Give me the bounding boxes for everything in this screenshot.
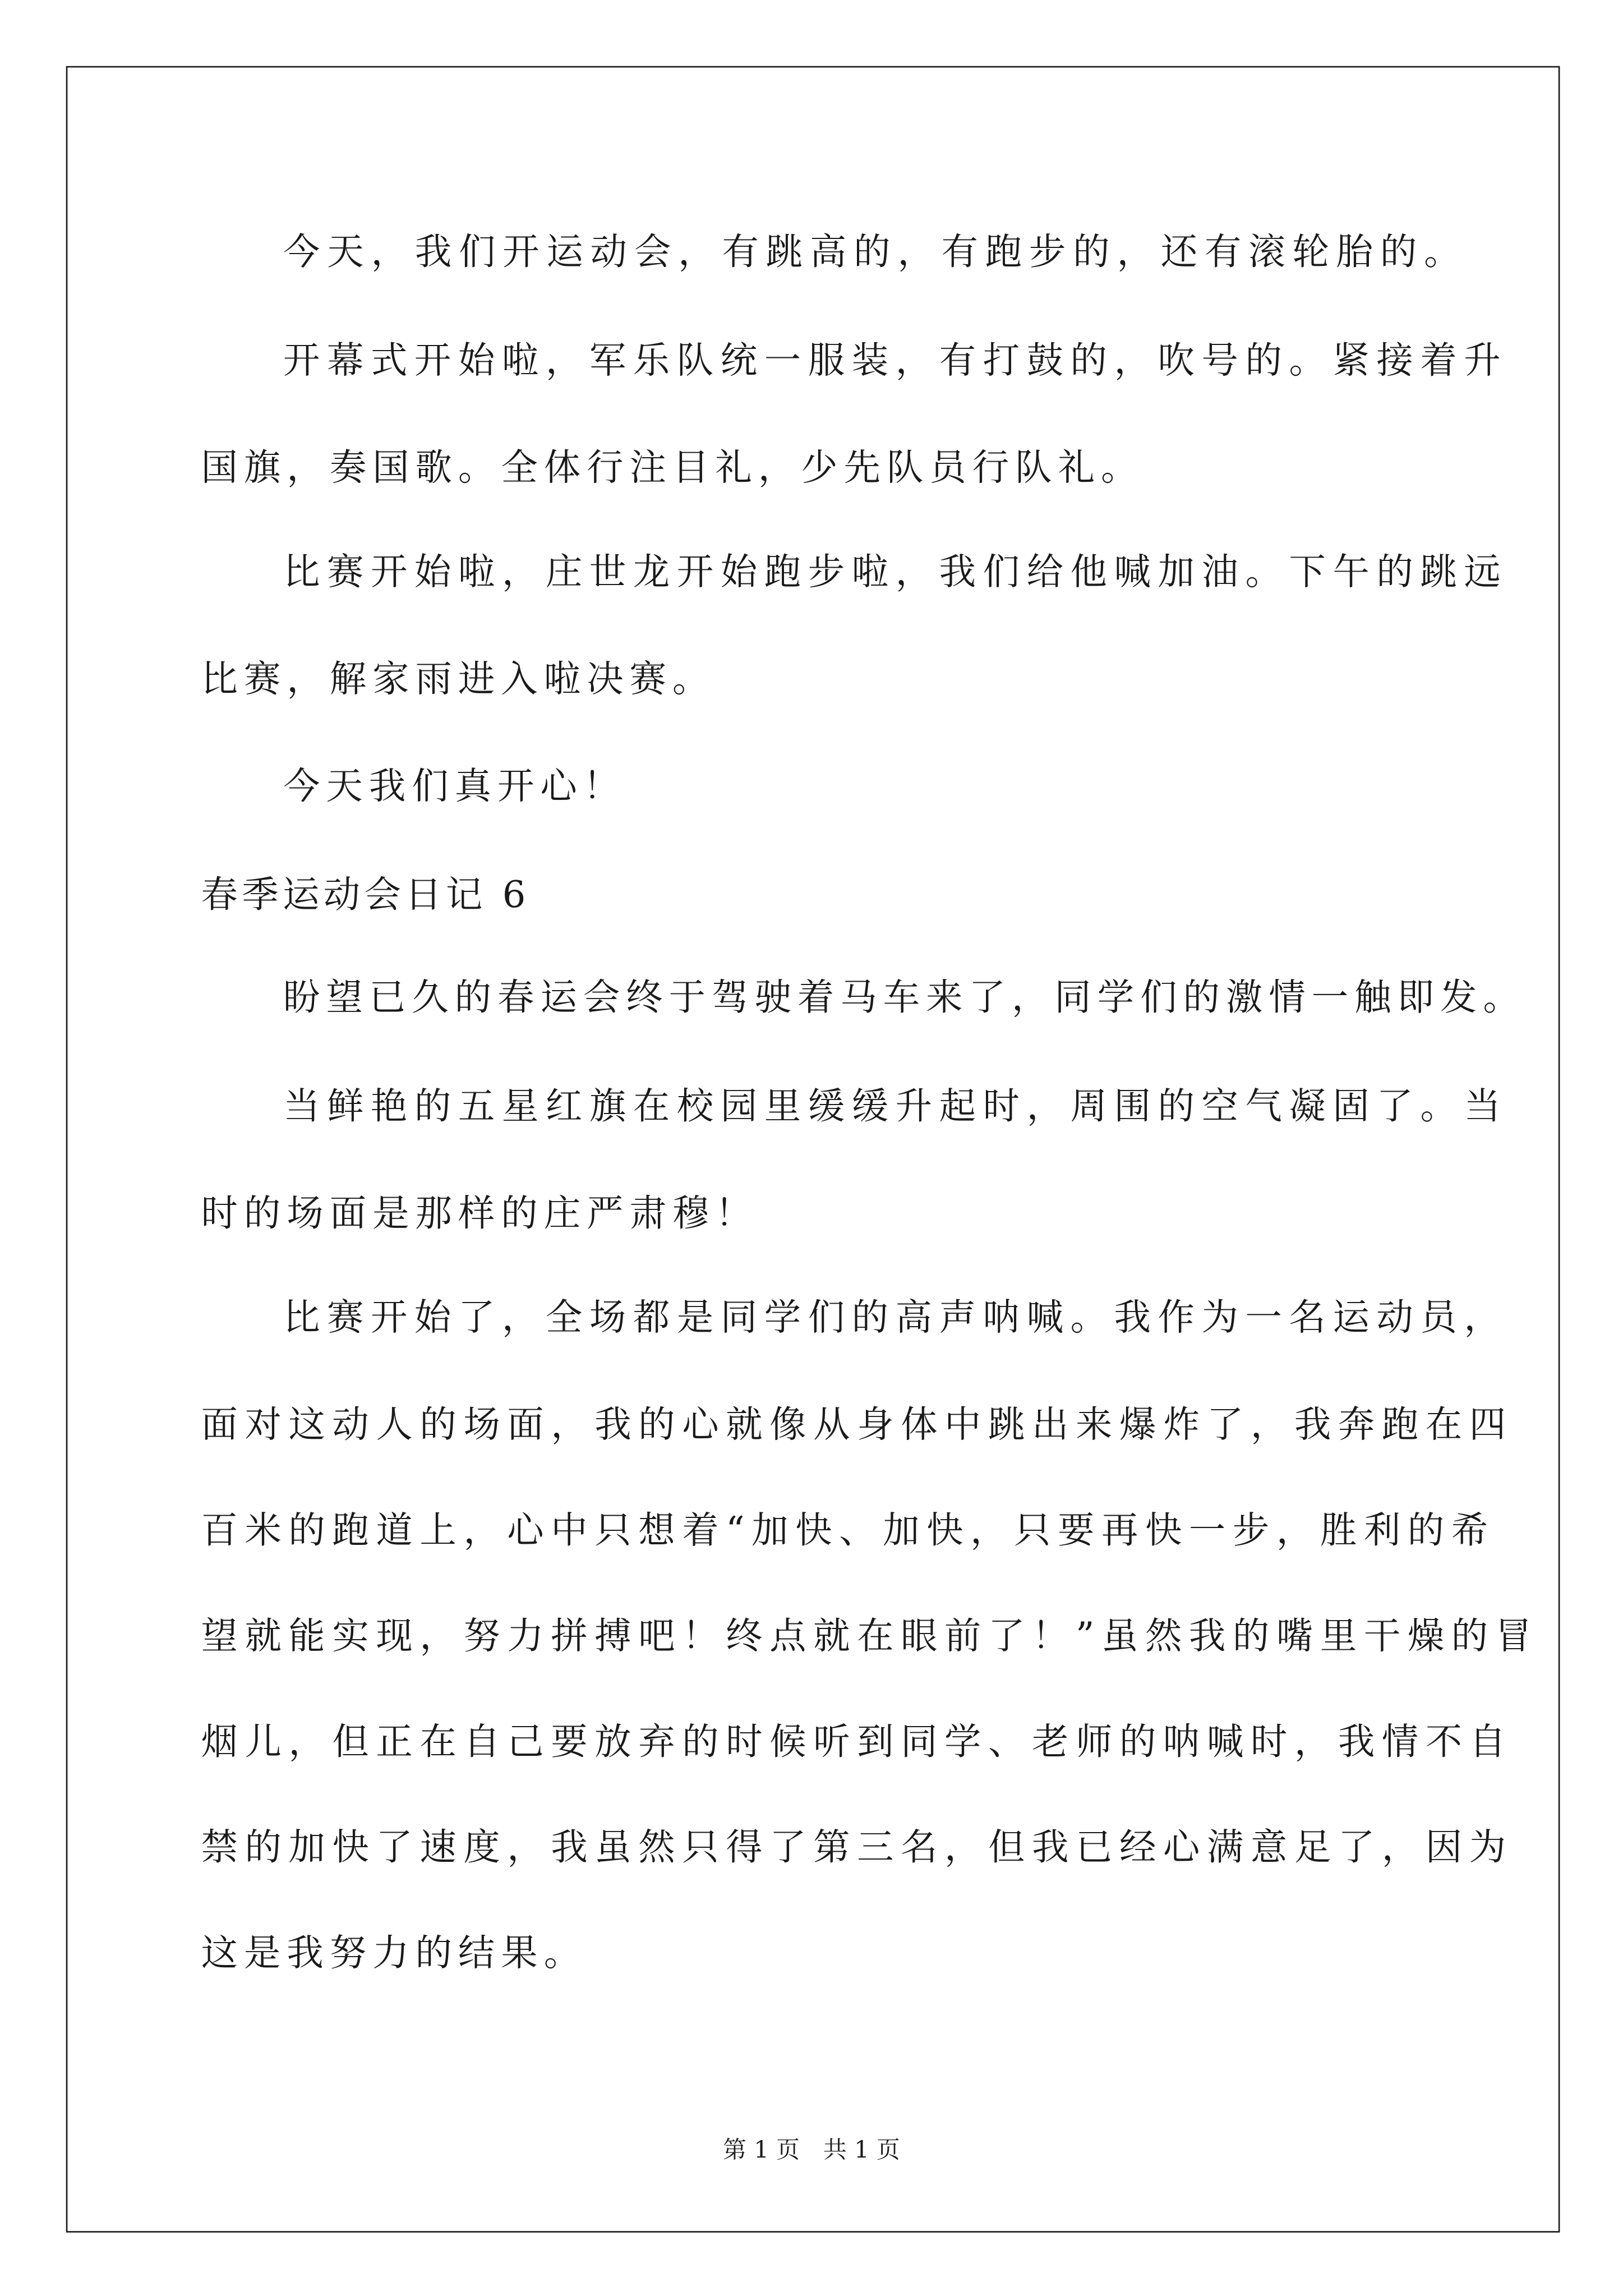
paragraph-line: 今天我们真开心！ <box>283 765 626 808</box>
paragraph-line: 比赛，解家雨进入啦决赛。 <box>201 657 716 701</box>
paragraph-line: 禁的加快了速度，我虽然只得了第三名，但我已经心满意足了，因为 <box>201 1826 1513 1869</box>
paragraph-line: 比赛开始啦，庄世龙开始跑步啦，我们给他喊加油。下午的跳远 <box>283 550 1508 593</box>
paragraph-line: 这是我努力的结果。 <box>201 1931 587 1975</box>
section-heading: 春季运动会日记 6 <box>201 873 530 916</box>
page-border <box>66 66 1560 2233</box>
paragraph-line: 比赛开始了，全场都是同学们的高声呐喊。我作为一名运动员， <box>283 1296 1508 1339</box>
paragraph-line: 盼望已久的春运会终于驾驶着马车来了，同学们的激情一触即发。 <box>283 976 1526 1019</box>
paragraph-line: 百米的跑道上，心中只想着“加快、加快，只要再快一步，胜利的希 <box>201 1508 1495 1552</box>
paragraph-line: 烟儿，但正在自己要放弃的时候听到同学、老师的呐喊时，我情不自 <box>201 1720 1513 1763</box>
paragraph-line: 今天，我们开运动会，有跳高的，有跑步的，还有滚轮胎的。 <box>283 230 1468 273</box>
paragraph-line: 国旗，奏国歌。全体行注目礼，少先队员行队礼。 <box>201 446 1144 489</box>
page-number-footer: 第 1 页 共 1 页 <box>723 2136 900 2164</box>
paragraph-line: 面对这动人的场面，我的心就像从身体中跳出来爆炸了，我奔跑在四 <box>201 1403 1513 1446</box>
paragraph-line: 时的场面是那样的庄严肃穆！ <box>201 1191 758 1235</box>
paragraph-line: 当鲜艳的五星红旗在校园里缓缓升起时，周围的空气凝固了。当 <box>283 1084 1508 1128</box>
paragraph-line: 开幕式开始啦，军乐队统一服装，有打鼓的，吹号的。紧接着升 <box>283 339 1508 382</box>
paragraph-line: 望就能实现，努力拼搏吧！终点就在眼前了！”虽然我的嘴里干燥的冒 <box>201 1614 1539 1658</box>
